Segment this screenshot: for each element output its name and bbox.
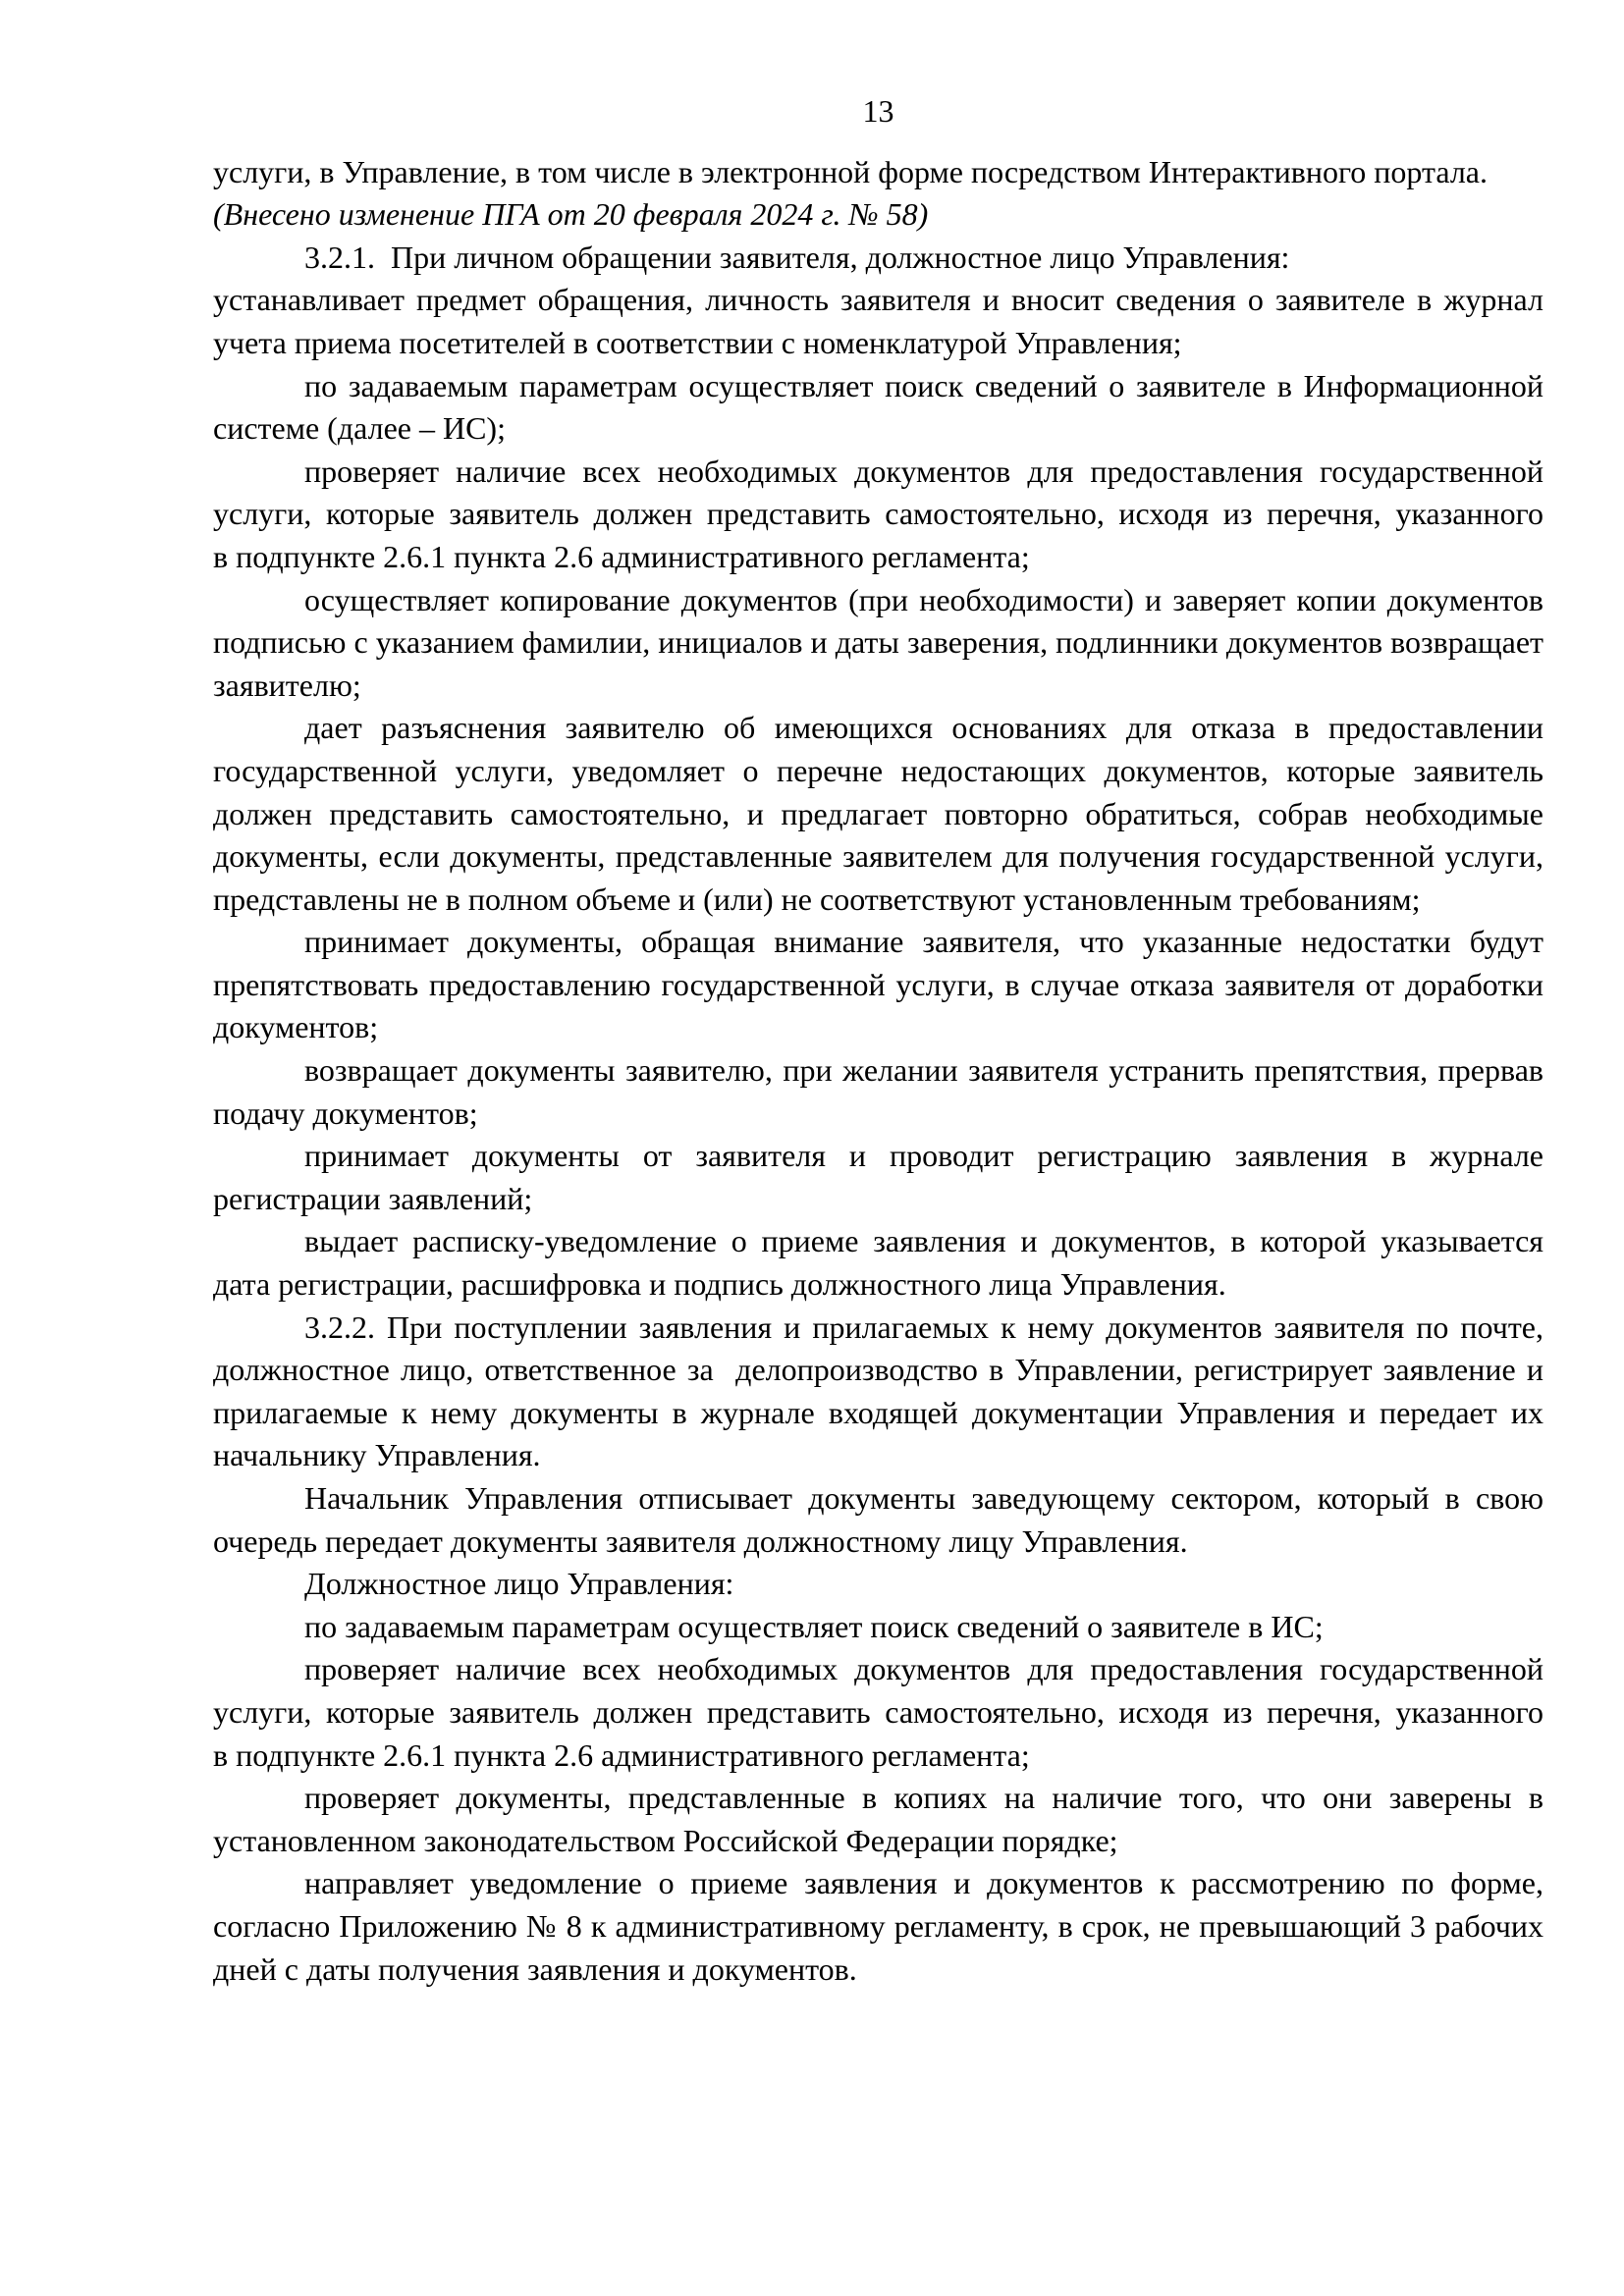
paragraph: возвращает документы заявителю, при желании заявителя устранить препятствия, прервав подачу документов;	[213, 1052, 1543, 1131]
document-body	[213, 151, 1543, 1992]
paragraph: осуществляет копирование документов (при необходимости) и заверяет копии документов подписью с указанием фамилии, инициалов и даты заверения, подлинники документов возвращает заявителю;	[213, 581, 1543, 703]
page-number: 13	[862, 93, 894, 129]
paragraph: 3.2.1. При личном обращении заявителя, должностное лицо Управления:	[304, 239, 1290, 275]
paragraph: принимает документы от заявителя и проводит регистрацию заявления в журнале регистрации заявлений;	[213, 1138, 1543, 1216]
paragraph: проверяет наличие всех необходимых документов для предоставления государственной услуги, которые заявитель должен представить самостоятельно, исходя из перечня, указанного в подпункте 2.6.1 пункта 2.6 административного регламента;	[213, 453, 1543, 574]
paragraph: Должностное лицо Управления:	[304, 1566, 734, 1602]
paragraph: Начальник Управления отписывает документы заведующему сектором, который в свою очередь передает документы заявителя должностному лицу Управления.	[213, 1480, 1543, 1559]
paragraph: по задаваемым параметрам осуществляет поиск сведений о заявителе в Информационной системе (далее – ИС);	[213, 367, 1543, 447]
paragraph: услуги, в Управление, в том числе в электронной форме посредством Интерактивного портала.	[213, 153, 1488, 189]
paragraph: устанавливает предмет обращения, личность заявителя и вносит сведения о заявителе в журнал учета приема посетителей в соответствии с номенклатурой Управления;	[213, 282, 1543, 360]
paragraph: дает разъяснения заявителю об имеющихся основаниях для отказа в предоставлении государственной услуги, уведомляет о перечне недостающих документов, которые заявитель должен представить самостоятельно, и предлагает повторно обратиться, собрав необходимые документы, если документы, представленные заявителем для получения государственной услуги, представлены не в полном объеме и (или) не соответствуют установленным требованиям;	[213, 710, 1543, 917]
paragraph: 3.2.2. При поступлении заявления и прилагаемых к нему документов заявителя по почте, должностное лицо, ответственное за делопроизводство в Управлении, регистрирует заявление и прилагаемые к нему документы в журнале входящей документации Управления и передает их начальнику Управления.	[213, 1308, 1543, 1473]
paragraph: проверяет наличие всех необходимых документов для предоставления государственной услуги, которые заявитель должен представить самостоятельно, исходя из перечня, указанного в подпункте 2.6.1 пункта 2.6 административного регламента;	[213, 1651, 1543, 1773]
paragraph: по задаваемым параметрам осуществляет поиск сведений о заявителе в ИС;	[304, 1608, 1324, 1644]
paragraph: проверяет документы, представленные в копиях на наличие того, что они заверены в установленном законодательством Российской Федерации порядке;	[213, 1780, 1543, 1858]
paragraph: направляет уведомление о приеме заявления и документов к рассмотрению по форме, согласно Приложению № 8 к административному регламенту, в срок, не превышающий 3 рабочих дней с даты получения заявления и документов.	[213, 1865, 1543, 1987]
paragraph: (Внесено изменение ПГА от 20 февраля 2024 г. № 58)	[213, 196, 929, 233]
paragraph: выдает расписку-уведомление о приеме заявления и документов, в которой указывается дата регистрации, расшифровка и подпись должностного лица Управления.	[213, 1223, 1543, 1303]
paragraph: принимает документы, обращая внимание заявителя, что указанные недостатки будут препятствовать предоставлению государственной услуги, в случае отказа заявителя от доработки документов;	[213, 924, 1543, 1045]
